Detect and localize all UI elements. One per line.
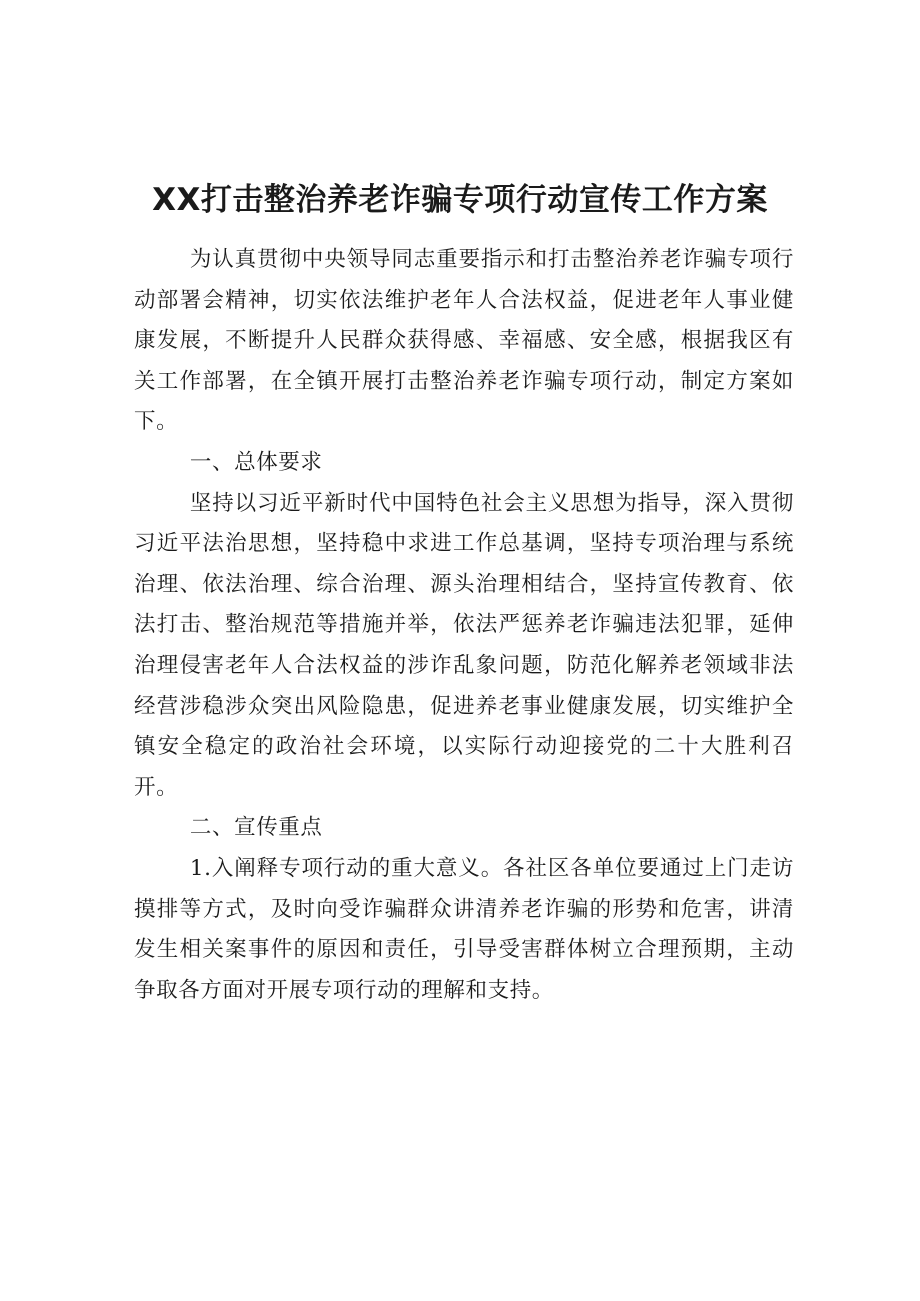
document-title: XX打击整治养老诈骗专项行动宣传工作方案 [152,182,768,218]
document-body [134,240,794,1011]
section-heading-publicity-focus: 二、宣传重点 [189,815,323,841]
general-requirements-paragraph: 坚持以习近平新时代中国特色社会主义思想为指导，深入贯彻习近平法治思想，坚持稳中求进工作总基调，坚持专项治理与系统治理、依法治理、综合治理、源头治理相结合，坚持宣传教育、依法打击、整治规范等措施并举，依法严惩养老诈骗违法犯罪，延伸治理侵害老年人合法权益的涉诈乱象问题，防范化解养老领域非法经营涉稳涉众突出风险隐患，促进养老事业健康发展，切实维护全镇安全稳定的政治社会环境，以实际行动迎接党的二十大胜利召开。 [134,490,794,800]
intro-paragraph: 为认真贯彻中央领导同志重要指示和打击整治养老诈骗专项行动部署会精神，切实依法维护老年人合法权益，促进老年人事业健康发展，不断提升人民群众获得感、幸福感、安全感，根据我区有关工作部署，在全镇开展打击整治养老诈骗专项行动，制定方案如下。 [134,247,794,435]
section-heading-general-requirements: 一、总体要求 [189,449,323,475]
publicity-item-1-paragraph: 1.入阐释专项行动的重大意义。各社区各单位要通过上门走访摸排等方式，及时向受诈骗群众讲清养老诈骗的形势和危害，讲清发生相关案事件的原因和责任，引导受害群体树立合理预期，主动争取各方面对开展专项行动的理解和支持。 [134,855,794,1003]
